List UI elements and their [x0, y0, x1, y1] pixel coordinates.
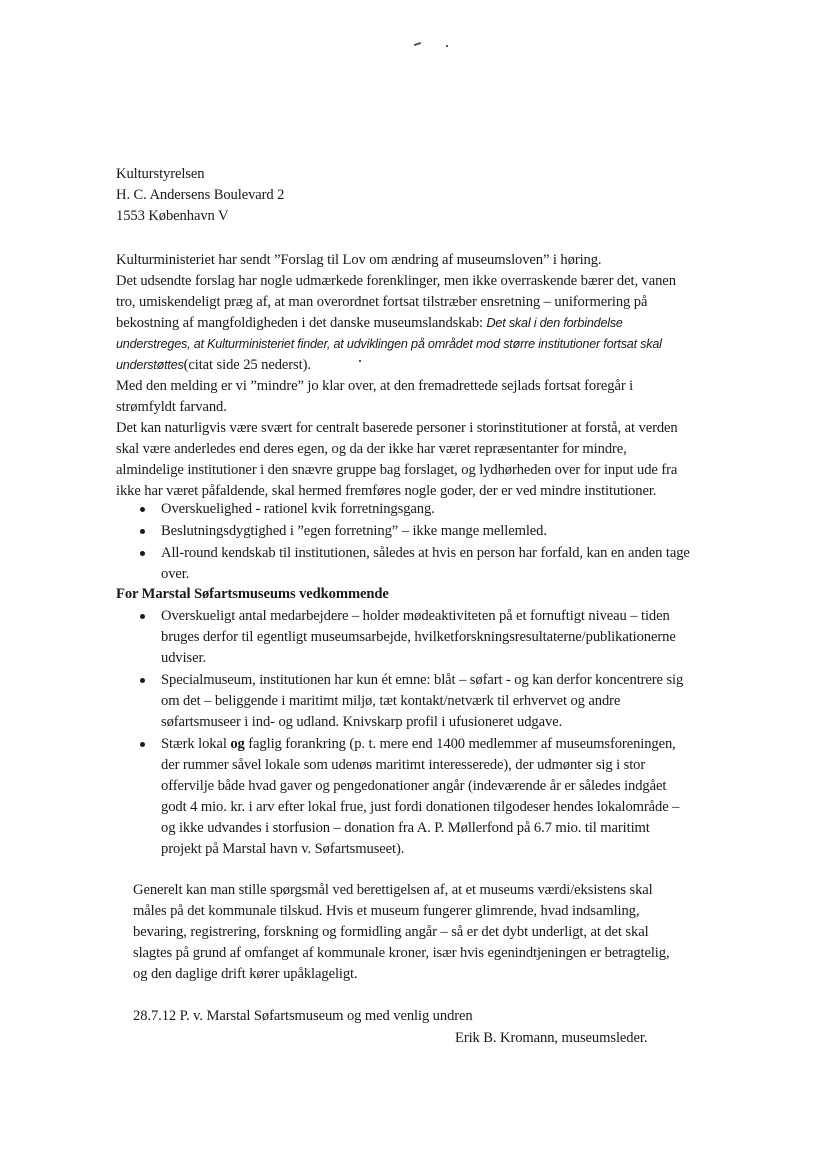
conclusion-line: Generelt kan man stille spørgsmål ved berettigelsen af, at et museums værdi/eksistens skal — [133, 882, 653, 898]
list-item: All-round kendskab til institutionen, således at hvis en person har forfald, kan en anden tage — [161, 545, 690, 561]
scan-speck — [446, 45, 448, 47]
intro-line — [116, 313, 623, 334]
list-text: faglig forankring (p. t. mere end 1400 medlemmer af museumsforeningen, — [244, 736, 676, 752]
quote-text: understøttes — [116, 358, 184, 372]
list-item-continuation: søfartsmuseer i ind- og udland. Knivskarp profil i ufusioneret udgave. — [161, 714, 563, 730]
list-text-bold: og — [230, 736, 245, 752]
list-item — [161, 734, 676, 755]
quote-text: Det skal i den forbindelse — [486, 316, 623, 330]
intro-line: strømfyldt farvand. — [116, 399, 227, 415]
conclusion-line: slagtes på grund af omfanget af kommunale kroner, især hvis egenindtjeningen er betragtelig, — [133, 945, 670, 961]
intro-line: Det kan naturligvis være svært for centralt baserede personer i storinstitutioner at forstå, at verden — [116, 420, 678, 436]
intro-line: almindelige institutioner i den snævre gruppe bag forslaget, og lydhørheden over for input ude fra — [116, 462, 678, 478]
section-heading: For Marstal Søfartsmuseums vedkommende — [116, 586, 389, 602]
bullet-icon — [140, 551, 145, 556]
list-item-continuation: der rummer såvel lokale som udenøs maritimt interesserede), der udmønter sig i stor — [161, 757, 646, 773]
list-item: Overskuelighed - rationel kvik forretningsgang. — [161, 501, 435, 517]
bullet-icon — [140, 742, 145, 747]
bullet-icon — [140, 507, 145, 512]
intro-line: Kulturministeriet har sendt ”Forslag til Lov om ændring af museumsloven” i høring. — [116, 252, 602, 268]
scan-speck — [359, 360, 361, 362]
list-item-continuation: udviser. — [161, 650, 207, 666]
citation-text: (citat side 25 nederst). — [183, 357, 311, 373]
intro-line: Det udsendte forslag har nogle udmærkede forenklinger, men ikke overraskende bærer det, vanen — [116, 273, 676, 289]
intro-line — [116, 355, 311, 376]
bullet-icon — [140, 529, 145, 534]
bullet-icon — [140, 614, 145, 619]
recipient-street: H. C. Andersens Boulevard 2 — [116, 187, 285, 203]
quote-line: understreges, at Kulturministeriet finder, at udviklingen på området mod større institutioner fortsat skal — [116, 337, 662, 351]
bullet-icon — [140, 678, 145, 683]
list-item: Specialmuseum, institutionen har kun ét emne: blåt – søfart - og kan derfor koncentrere sig — [161, 672, 684, 688]
intro-line: skal være anderledes end deres egen, og da der ikke har været repræsentanter for mindre, — [116, 441, 627, 457]
intro-line: Med den melding er vi ”mindre” jo klar over, at den fremadrettede sejlads fortsat foregår i — [116, 378, 634, 394]
list-item-continuation: bruges derfor til egentligt museumsarbejde, hvilketforskningsresultaterne/publikationerne — [161, 629, 676, 645]
list-item: Beslutningsdygtighed i ”egen forretning” – ikke mange mellemled. — [161, 523, 547, 539]
conclusion-line: bevaring, registrering, forskning og formidling angår – så er det dybt underligt, at det skal — [133, 924, 649, 940]
signature: Erik B. Kromann, museumsleder. — [455, 1030, 648, 1046]
list-item-continuation: om det – beliggende i maritimt miljø, tæt kontakt/netværk til erhvervet og andre — [161, 693, 621, 709]
conclusion-line: måles på det kommunale tilskud. Hvis et museum fungerer glimrende, hvad indsamling, — [133, 903, 640, 919]
list-item-continuation: projekt på Marstal havn v. Søfartsmuseet). — [161, 841, 405, 857]
list-text: Stærk lokal — [161, 736, 231, 752]
list-item-continuation: og ikke udvandes i storfusion – donation fra A. P. Møllerfond på 6.7 mio. til maritimt — [161, 820, 650, 836]
intro-line: tro, umiskendeligt præg af, at man overordnet fortsat tilstræber ensretning – uniformering på — [116, 294, 648, 310]
list-item: Overskueligt antal medarbejdere – holder mødeaktiviteten på et fornuftigt niveau – tiden — [161, 608, 670, 624]
conclusion-line: og den daglige drift kører upåklageligt. — [133, 966, 358, 982]
recipient-city: 1553 København V — [116, 208, 229, 224]
list-item-continuation: over. — [161, 566, 190, 582]
intro-text: bekostning af mangfoldigheden i det danske museumslandskab: — [116, 315, 487, 331]
intro-line: ikke har været påfaldende, skal hermed fremføres nogle goder, der er ved mindre institutioner. — [116, 483, 657, 499]
list-item-continuation: offervilje både hvad gaver og pengedonationer angår (indeværende år er således indgået — [161, 778, 667, 794]
closing-line: 28.7.12 P. v. Marstal Søfartsmuseum og med venlig undren — [133, 1008, 473, 1024]
scan-speck — [414, 42, 421, 46]
recipient-name: Kulturstyrelsen — [116, 166, 205, 182]
list-item-continuation: godt 4 mio. kr. i arv efter lokal frue, just fordi donationen tilgodeser hendes lokalområde – — [161, 799, 680, 815]
